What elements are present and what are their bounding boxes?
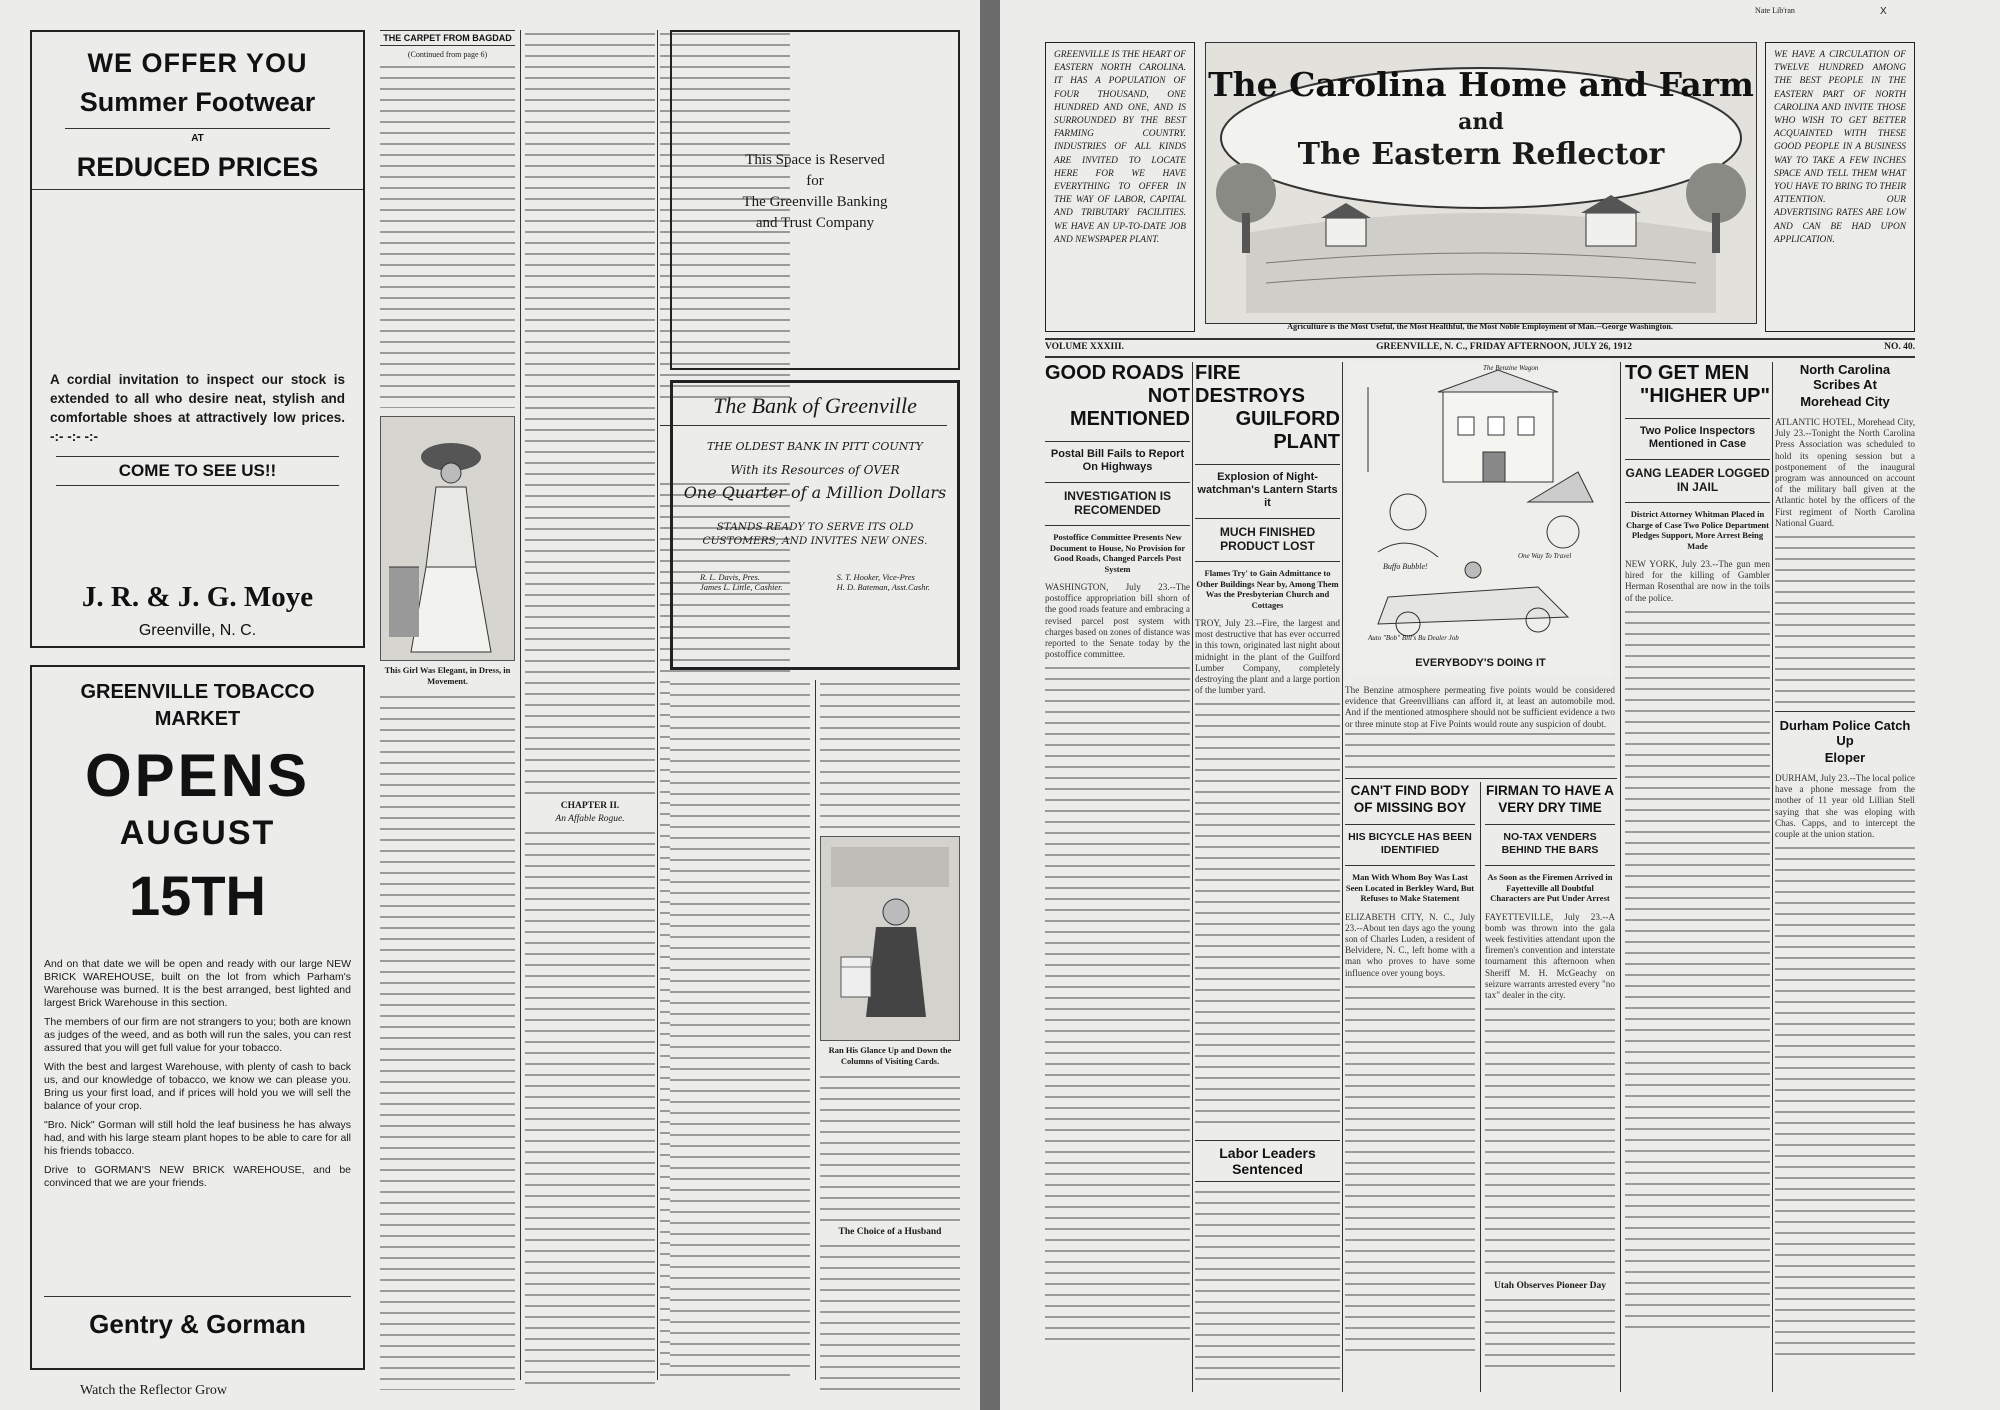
bank-title: The Bank of Greenville [683, 393, 947, 426]
tobacco-body-2: The members of our firm are not strangers to you; both are known as judges of the weed, and as both will run the sales, you can rest assured that you will get full value for your tobacco. [44, 1016, 351, 1054]
fire-deck-3: Flames Try' to Gain Admittance to Other Buildings Near by, Among Them Was the Presbyterian Church and Cottages [1195, 561, 1340, 610]
cartoon-text-continued [1345, 730, 1615, 775]
ad-firm-name: J. R. & J. G. Moye [81, 581, 314, 613]
firman-deck-2: As Soon as the Firemen Arrived in Fayetteville all Doubtful Characters are Put Under Arrest [1485, 865, 1615, 904]
cartoon-text: The Benzine atmosphere permeating five points would be considered evidence that Greenvillians can afford it, at least an automobile mod. And if the mentioned atmosphere should not be sufficient evidence a two or three minute stop at Five Points would route any suspicion of doubt. [1345, 685, 1615, 729]
right-ear-text: WE HAVE A CIRCULATION OF TWELVE HUNDRED AMONG THE BEST PEOPLE IN THE EASTERN PART OF NORTH CAROLINA AND INVITE THOSE WHO WISH TO GET BETTER ACQUAINTED WITH THESE GOOD PEOPLE IN A BUSINESS WAY TO TAKE A FEW INCHES SPACE AND TELL THEM WHAT YOU HAVE TO BRING TO THEIR ATTENTION. OUR ADVERTISING RATES ARE LOW AND CAN BE HAD UPON APPLICATION. [1774, 50, 1906, 245]
bank-president: R. L. Davis, Pres. [699, 572, 760, 582]
higher-up-lead: NEW YORK, July 23.--The gun men hired for the killing of Gambler Herman Rosenthal are now in the toils of the police. [1625, 559, 1770, 603]
bank-line-2: With its Resources of OVER [730, 463, 900, 477]
fire-lead: TROY, July 23.--Fire, the largest and most destructive that has ever occurred in this town, originated last night about midnight in the plant of the Guilford Lumber Company, completely destroying the plant and a large portion of the lumber yard. [1195, 618, 1340, 696]
story-column-1 [380, 30, 515, 1390]
bank-asst-cashier: H. D. Bateman, Asst.Cashr. [836, 582, 930, 592]
tobacco-title: GREENVILLE TOBACCO [80, 681, 315, 703]
place-and-date: GREENVILLE, N. C., FRIDAY AFTERNOON, JULY 26, 1912 [1376, 342, 1633, 352]
banking-reserved-ad [670, 30, 960, 370]
higher-up-head-1: TO GET MEN [1625, 362, 1750, 384]
story-illustration-woman [380, 416, 515, 661]
story-text-block-4 [525, 829, 655, 1389]
cartoon-label-3: Auto "Bob" Bill's Bu Dealer Job [1368, 634, 1459, 642]
cartoon-label-1: Buffo Bubble! [1383, 562, 1428, 571]
cartoon-label-2: One Way To Travel [1518, 552, 1572, 560]
tobacco-body-3: With the best and largest Warehouse, with plenty of cash to back us, and our knowledge of tobacco, we know we can please you. Bring us your first load, and if prices will hold you we will sell the balance of your crop. [44, 1061, 351, 1112]
bank-line-1: THE OLDEST BANK IN PITT COUNTY [707, 440, 923, 453]
right-ear [1765, 42, 1915, 332]
missing-boy-head: CAN'T FIND BODY OF MISSING BOY [1350, 783, 1470, 815]
story-text-block-7 [670, 680, 810, 1370]
utah-body [1485, 1296, 1615, 1376]
labor-leaders-body [1195, 1188, 1340, 1388]
article-nc-scribes [1775, 362, 1915, 1402]
story-text-block [380, 63, 515, 408]
fire-deck-2: MUCH FINISHED PRODUCT LOST [1195, 518, 1340, 553]
scribes-body [1775, 533, 1915, 703]
missing-boy-body [1345, 983, 1475, 1353]
bank-cashier: James L. Little, Cashier. [699, 582, 783, 592]
reserved-line-2: for [806, 173, 824, 189]
story-column-2 [525, 30, 655, 1390]
firman-head: FIRMAN TO HAVE A VERY DRY TIME [1486, 783, 1614, 815]
story-illustration-man [820, 836, 960, 1041]
fire-body [1195, 700, 1340, 1130]
good-roads-lead: WASHINGTON, July 23.--The postoffice appropriation bill shorn of the good roads feature and embracing a revised parcel post system with charges based on zones of distance was reported to the Senate today by the postoffice committee. [1045, 582, 1190, 660]
masthead-and: and [1458, 109, 1504, 135]
article-good-roads [1045, 362, 1190, 1402]
reserved-line-4: and Trust Company [755, 215, 875, 231]
cartoon-caption: EVERYBODY'S DOING IT [1415, 657, 1546, 669]
good-roads-deck-3: Postoffice Committee Presents New Document to House, No Provision for Good Roads, Changed Parcels Post System [1045, 525, 1190, 574]
fire-head-1: FIRE DESTROYS [1195, 362, 1306, 407]
masthead-title: The Carolina Home and Farm [1208, 65, 1754, 104]
bank-of-greenville-ad [670, 380, 960, 670]
ad-firm-city: Greenville, N. C. [138, 622, 257, 639]
good-roads-deck-2: INVESTIGATION IS RECOMENDED [1045, 482, 1190, 517]
durham-lead: DURHAM, July 23.--The local police have a phone message from the mother of 11 year old Lillian Stell saying that she was eloping with Chas. Capps, and to intercept the couple at the union station. [1775, 773, 1915, 840]
corner-x: X [1880, 6, 1887, 17]
good-roads-head-1: GOOD ROADS [1045, 362, 1184, 384]
bank-line-4: STANDS READY TO SERVE ITS OLD CUSTOMERS, AND INVITES NEW ONES. [702, 521, 928, 547]
ad-line-summer-footwear: Summer Footwear [79, 87, 316, 117]
story-text-block-8 [820, 680, 960, 830]
firman-lead: FAYETTEVILLE, July 23.--A bomb was thrown into the gala week festivities attendant upon the firemen's convention and interstate tournament this afternoon when Sheriff M. H. McGeachy on seizure warrants arrested every "no tax" dealer in the city. [1485, 911, 1615, 1000]
durham-body [1775, 844, 1915, 1364]
story-column-4 [670, 680, 810, 1390]
masthead-banner [1205, 42, 1757, 324]
good-roads-head-2: NOT MENTIONED [1070, 385, 1190, 430]
durham-head-2: Eloper [1824, 750, 1866, 766]
issue-number: NO. 40. [1884, 342, 1915, 352]
ad-line-at: AT [65, 128, 330, 144]
ad-come-see-us: COME TO SEE US!! [56, 456, 339, 486]
ad-line-we-offer: WE OFFER YOU [87, 48, 308, 78]
utah-subhead: Utah Observes Pioneer Day [1494, 1281, 1606, 1292]
article-missing-boy [1345, 782, 1475, 1402]
tobacco-august: AUGUST [119, 814, 276, 852]
tobacco-15th: 15TH [129, 864, 266, 927]
masthead-motto: Agriculture is the Most Useful, the Most Healthful, the Most Noble Employment of Man.--George Washington. [1287, 322, 1673, 331]
masthead-subtitle: The Eastern Reflector [1297, 137, 1665, 172]
labor-leaders-head: Labor Leaders Sentenced [1195, 1140, 1340, 1182]
story-text-block-2 [380, 693, 515, 1390]
cartoon-everybodys-doing-it [1348, 362, 1613, 677]
story-text-block-9 [820, 1073, 960, 1223]
scribes-head-2: Morehead City [1800, 394, 1890, 409]
bank-vice-president: S. T. Hooker, Vice-Pres [836, 572, 915, 582]
left-ear [1045, 42, 1195, 332]
firman-deck-1: NO-TAX VENDERS BEHIND THE BARS [1485, 824, 1615, 857]
article-fire-destroys [1195, 362, 1340, 1402]
ad-line-reduced-prices: REDUCED PRICES [32, 152, 363, 190]
bank-officers [673, 572, 957, 592]
good-roads-deck-1: Postal Bill Fails to Report On Highways [1045, 441, 1190, 474]
story-continued: (Continued from page 6) [407, 50, 488, 59]
left-ear-text: GREENVILLE IS THE HEART OF EASTERN NORTH CAROLINA. IT HAS A POPULATION OF FOUR THOUSAND, ONE HUNDRED AND ONE, AND IS SURROUNDED BY THE BEST FARMING COUNTRY. INDUSTRIES OF ALL KINDS ARE INVITED TO LOCATE HERE FOR WE HAVE EVERYTHING TO OFFER IN THE WAY OF LABOR, CAPITAL AND TRIBUTARY FACILITIES. WE HAVE AN UP-TO-DATE JOB AND NEWSPAPER PLANT. [1054, 50, 1186, 245]
tobacco-firm: Gentry & Gorman [44, 1296, 351, 1340]
bank-line-3: One Quarter of a Million Dollars [683, 483, 947, 502]
higher-up-deck-3: District Attorney Whitman Placed in Charge of Case Two Police Department Pledges Support, More Arrest Being Made [1625, 502, 1770, 551]
scribes-lead: ATLANTIC HOTEL, Morehead City, July 23.--Tonight the North Carolina Press Association was scheduled to hold its opening session but a postponement of the inaugural program was announced on account of the military ball given at the Atlantic hotel by the officers of the First regiment of North Carolina National Guard. [1775, 417, 1915, 528]
story-subhead: The Choice of a Husband [838, 1227, 942, 1237]
scribes-head-1: North Carolina Scribes At [1799, 362, 1891, 392]
reserved-line-1: This Space is Reserved [745, 152, 885, 168]
story-chapter-heading: CHAPTER II. [560, 801, 620, 811]
missing-boy-deck-1: HIS BICYCLE HAS BEEN IDENTIFIED [1345, 824, 1475, 857]
fire-head-2: GUILFORD PLANT [1235, 408, 1340, 453]
good-roads-body [1045, 664, 1190, 1344]
corner-note: Nate Lib'ran [1755, 6, 1795, 15]
story-column-5 [820, 680, 960, 1390]
article-higher-up [1625, 362, 1770, 1402]
tobacco-body-5: Drive to GORMAN'S NEW BRICK WAREHOUSE, and be convinced that we are your friends. [44, 1164, 351, 1189]
tobacco-title-market: MARKET [154, 708, 241, 730]
higher-up-body [1625, 608, 1770, 1328]
firman-body [1485, 1005, 1615, 1275]
tobacco-body-4: "Bro. Nick" Gorman will still hold the leaf business he has always had, and with his large steam plant hopes to be able to care for all his friends tobacco. [44, 1119, 351, 1157]
missing-boy-deck-2: Man With Whom Boy Was Last Seen Located in Berkley Ward, But Refuses to Make Statement [1345, 865, 1475, 904]
story-illustration-caption: This Girl Was Elegant, in Dress, in Movement. [384, 665, 511, 686]
volume-number: VOLUME XXXIII. [1045, 342, 1124, 352]
story-text-block-3 [525, 30, 655, 795]
article-firman [1485, 782, 1615, 1402]
durham-head-1: Durham Police Catch Up [1775, 711, 1915, 748]
dateline [1045, 342, 1915, 352]
higher-up-head-2: "HIGHER UP" [1639, 385, 1770, 407]
left-newspaper-page [0, 0, 980, 1410]
ad-invitation-text: A cordial invitation to inspect our stock is extended to all who desire neat, stylish and comfortable shoes at attractively low prices. -:- -:- -:- [50, 372, 345, 444]
tobacco-opens: OPENS [84, 742, 311, 809]
tobacco-market-ad [30, 665, 365, 1370]
right-newspaper-page [1000, 0, 2000, 1410]
footwear-ad [30, 30, 365, 648]
fire-deck-1: Explosion of Night-watchman's Lantern Starts it [1195, 464, 1340, 510]
higher-up-deck-2: GANG LEADER LOGGED IN JAIL [1625, 459, 1770, 494]
story-text-block-10 [820, 1242, 960, 1390]
missing-boy-lead: ELIZABETH CITY, N. C., July 23.--About ten days ago the young son of Charles Luden, a resident of Belvidere, N. C., left home with a man who proves to have some influence over young boys. [1345, 911, 1475, 978]
cartoon-sign: The Benzine Wagon [1483, 364, 1539, 372]
story-illustration2-caption: Ran His Glance Up and Down the Columns of Visiting Cards. [828, 1045, 952, 1066]
story-title: THE CARPET FROM BAGDAD [380, 30, 515, 46]
tobacco-body-1: And on that date we will be open and ready with our large NEW BRICK WAREHOUSE, built on the lot from which Parham's Warehouse was burned. It is the best arranged, best lighted and largest Brick Warehouse in this section. [44, 958, 351, 1009]
story-chapter-title: An Affable Rogue. [555, 814, 625, 824]
footer-slogan: Watch the Reflector Grow [80, 1383, 227, 1398]
higher-up-deck-1: Two Police Inspectors Mentioned in Case [1625, 418, 1770, 451]
reserved-line-3: The Greenville Banking [742, 194, 888, 210]
